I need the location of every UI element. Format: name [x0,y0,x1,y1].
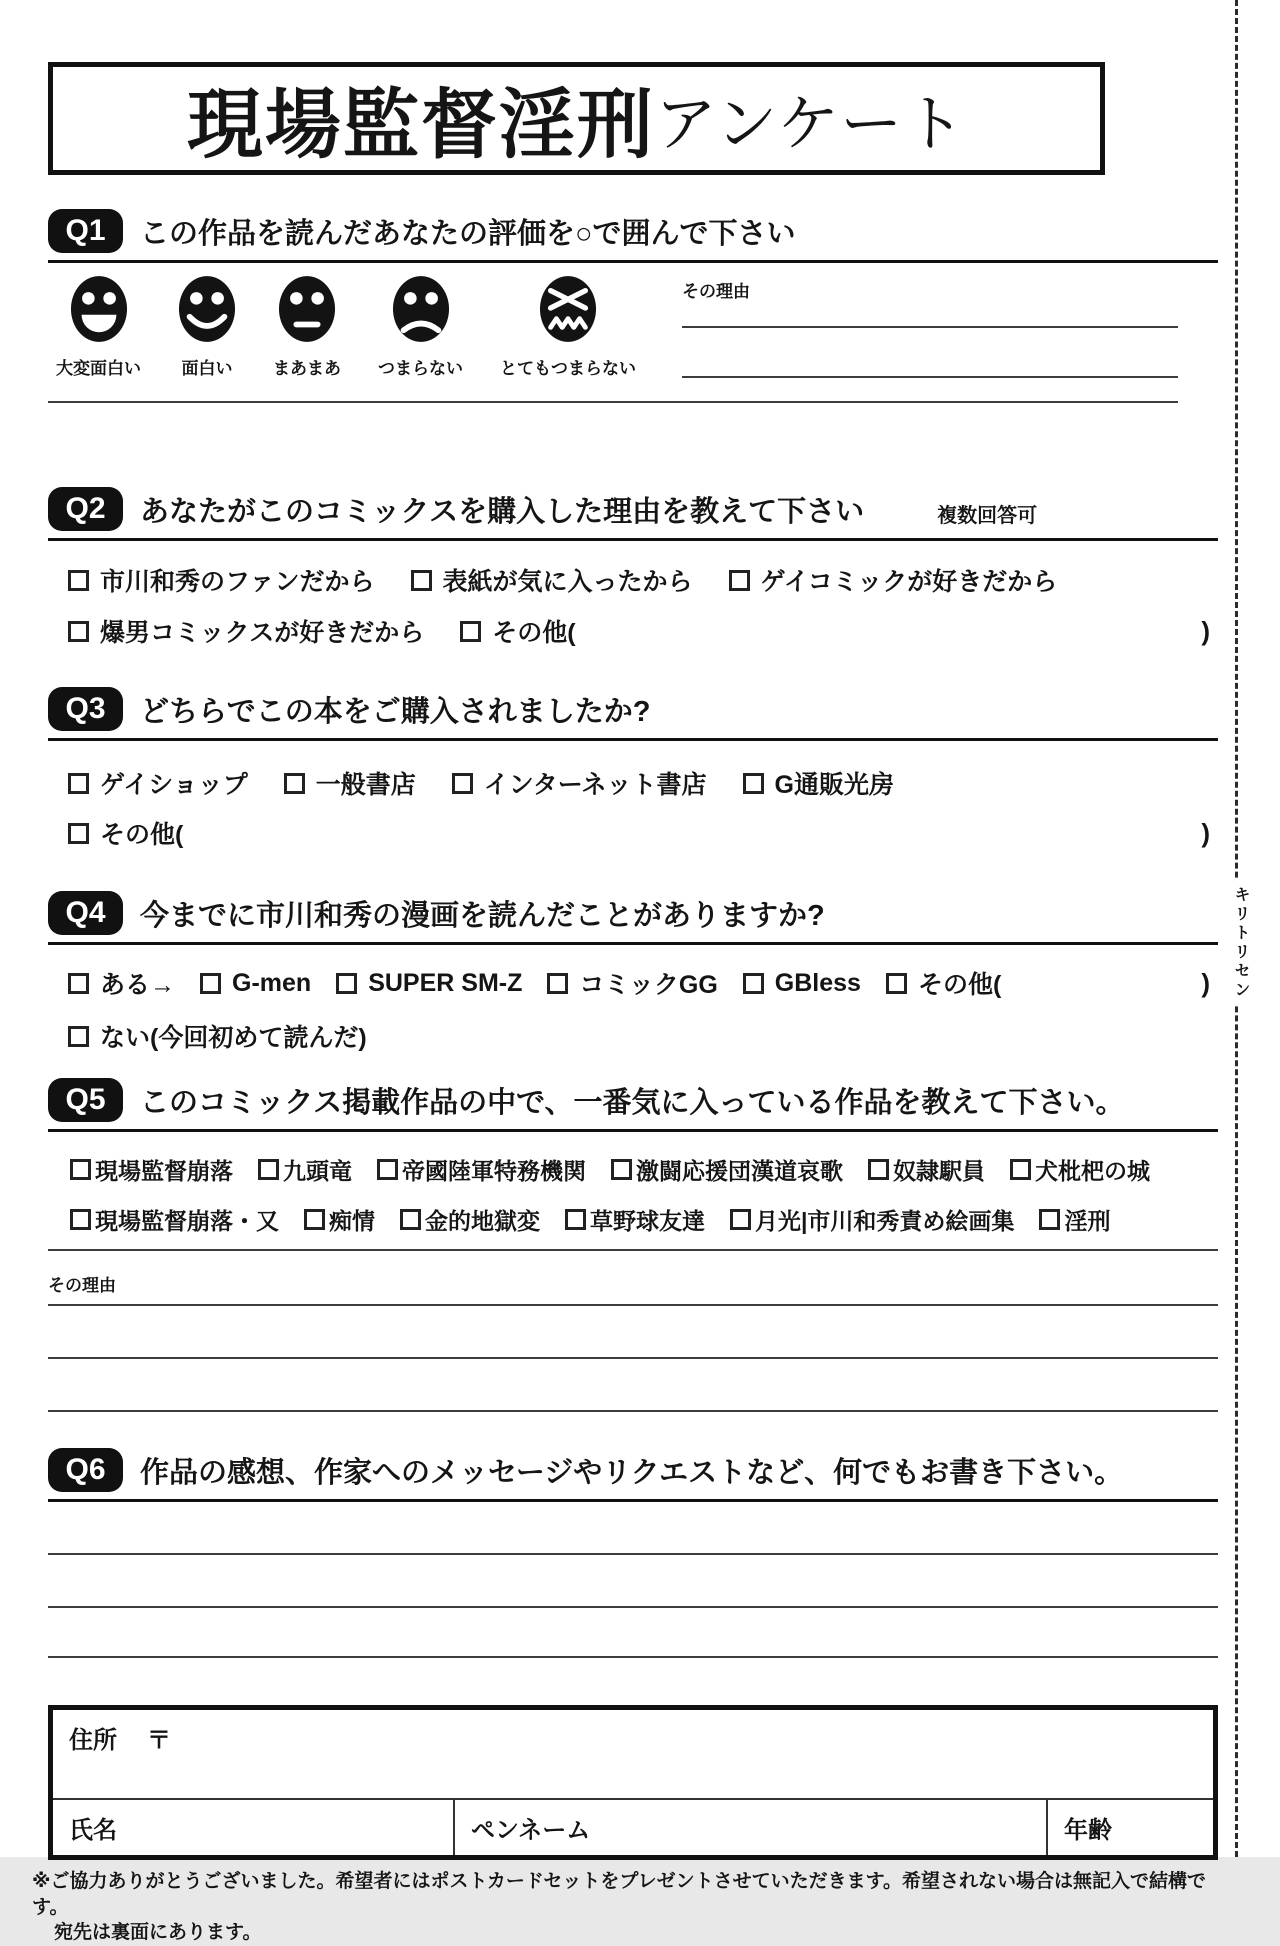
checkbox[interactable] [460,621,481,642]
option-label: 痴情 [329,1208,375,1234]
option-label: 九頭竜 [283,1158,352,1184]
address-label: 住所 [69,1727,117,1754]
option-label: 一般書店 [315,771,416,799]
rating-label: とてもつまらない [500,359,636,378]
checkbox-option[interactable] [70,1153,233,1186]
checkbox-option[interactable] [743,969,861,998]
answer-line[interactable] [48,1608,1218,1658]
answer-line[interactable] [48,1359,1218,1412]
checkbox[interactable] [68,570,89,591]
survey-title-box [48,62,1105,175]
q5-badge: Q5 [48,1078,123,1122]
option-label: 爆男コミックスが好きだから [100,619,425,647]
rating-label: 大変面白い [56,359,141,378]
option-label: インターネット書店 [483,771,707,799]
checkbox[interactable] [452,773,473,794]
q5-reason-label: その理由 [48,1276,116,1295]
q3-options-row2 [48,815,1218,851]
penname-field[interactable] [455,1800,1048,1855]
q1-badge: Q1 [48,209,123,253]
checkbox-option[interactable] [377,1153,586,1186]
option-label: その他( [100,821,184,849]
q6-heading: 作品の感想、作家へのメッセージやリクエストなど、何でもお書き下さい。 [140,1456,1124,1489]
option-label: コミックGG [579,971,718,999]
answer-line[interactable] [48,1296,1218,1306]
checkbox[interactable] [400,1209,421,1230]
option-label: 淫刑 [1064,1208,1111,1234]
q5-options-row2 [48,1203,1218,1236]
q3-heading: どちらでこの本をご購入されましたか? [140,695,651,728]
q1-heading: この作品を読んだあなたの評価を○で囲んで下さい [140,217,796,250]
checkbox-option[interactable] [258,1153,352,1186]
option-label: ある→ [100,971,176,999]
option-label: 帝國陸軍特務機関 [402,1158,586,1184]
footer-line-1: ※ご協力ありがとうございました。希望者にはポストカードセットをプレゼントさせていただきます。希望されない場合は無記入で結構です。 [32,1871,1207,1918]
answer-line[interactable] [682,302,1178,328]
other-close-paren: ) [1201,615,1210,646]
q2-header [48,487,1218,541]
checkbox-option[interactable] [452,765,707,801]
checkbox[interactable] [1010,1159,1031,1180]
q3-options-row1 [48,765,1218,801]
checkbox-option[interactable] [730,1203,1014,1236]
rating-faces [48,275,636,379]
checkbox[interactable] [729,570,750,591]
age-field[interactable] [1048,1800,1213,1855]
checkbox-option-other[interactable] [68,815,183,851]
name-field[interactable] [53,1800,455,1855]
checkbox[interactable] [336,973,357,994]
option-label: GBless [774,968,861,997]
checkbox[interactable] [611,1159,632,1180]
q1-reason-area [682,277,1178,379]
q6-header [48,1448,1218,1502]
checkbox-option[interactable] [868,1153,985,1186]
checkbox[interactable] [730,1209,751,1230]
q2-options-row2 [48,613,1218,649]
rating-label: 面白い [181,359,233,378]
q4-options-row1 [48,965,1218,1001]
checkbox-option[interactable] [565,1203,705,1236]
face-very-sad-icon[interactable] [539,275,597,343]
face-very-happy-icon[interactable] [70,275,128,343]
q1-reason-label: その理由 [682,282,750,301]
survey-title-main: 現場監督淫刑 [186,83,655,168]
checkbox-option-other[interactable] [886,965,1001,1001]
option-label: 現場監督崩落 [95,1158,233,1184]
rating-option-neutral[interactable] [273,275,341,379]
address-field[interactable] [53,1710,1213,1800]
footer-note [32,1869,1218,1946]
rating-option-happy[interactable] [178,275,236,379]
option-label: 犬枇杷の城 [1035,1158,1150,1184]
q2-badge: Q2 [48,487,123,531]
cut-line-label: キリトリセン [1226,880,1252,1006]
option-label: 奴隷駅員 [893,1158,985,1184]
face-neutral-icon[interactable] [278,275,336,343]
rating-option-sad[interactable] [378,275,463,379]
checkbox[interactable] [868,1159,889,1180]
checkbox-option[interactable] [611,1153,843,1186]
q3-badge: Q3 [48,687,123,731]
q3-header [48,687,1218,741]
checkbox-option[interactable] [284,765,416,801]
option-label: SUPER SM-Z [368,968,523,997]
penname-label: ペンネーム [471,1817,591,1844]
checkbox-option[interactable] [68,765,248,801]
face-sad-icon[interactable] [392,275,450,343]
checkbox-option[interactable] [68,965,175,1001]
checkbox-option[interactable] [70,1203,279,1236]
rating-label: まあまあ [273,359,341,378]
q4-badge: Q4 [48,891,123,935]
q2-heading: あなたがこのコミックスを購入した理由を教えて下さい [140,495,865,528]
checkbox[interactable] [68,973,89,994]
rating-option-very-happy[interactable] [56,275,141,379]
checkbox-option[interactable] [304,1203,375,1236]
checkbox[interactable] [743,973,764,994]
q1-header [48,209,1218,263]
footer-line-2: 宛先は裏面にあります。 [54,1922,262,1944]
option-label: 激闘応援団漢道哀歌 [636,1158,843,1184]
other-close-paren: ) [1201,967,1210,998]
rating-option-very-sad[interactable] [500,275,636,379]
option-label: 月光|市川和秀責め絵画集 [755,1208,1015,1234]
q5-heading: このコミックス掲載作品の中で、一番気に入っている作品を教えて下さい。 [140,1086,1125,1119]
q4-options-row2 [48,1018,1218,1054]
q2-note: 複数回答可 [937,504,1038,527]
q4-heading: 今までに市川和秀の漫画を読んだことがありますか? [140,899,825,932]
option-label: 表紙が気に入ったから [442,568,693,596]
survey-title-sub: アンケート [654,90,967,159]
face-happy-icon[interactable] [178,275,236,343]
option-label: ない(今回初めて読んだ) [100,1024,367,1052]
q5-header [48,1078,1218,1132]
section-divider-line [48,1249,1218,1251]
q2-options-row1 [48,562,1218,598]
checkbox-option[interactable] [411,562,693,598]
answer-line[interactable] [48,401,1178,403]
checkbox[interactable] [547,973,568,994]
checkbox-option[interactable] [336,969,522,998]
checkbox[interactable] [200,973,221,994]
checkbox-option[interactable] [1039,1203,1110,1236]
answer-line[interactable] [48,1555,1218,1608]
option-label: G-men [232,968,312,997]
checkbox[interactable] [886,973,907,994]
checkbox[interactable] [743,773,764,794]
checkbox-option[interactable] [400,1203,540,1236]
checkbox-option[interactable] [729,562,1058,598]
checkbox[interactable] [1039,1209,1060,1230]
checkbox-option[interactable] [68,1018,367,1054]
postal-mark: 〒 [147,1727,171,1754]
respondent-info-box [48,1705,1218,1860]
checkbox-option-other[interactable] [460,613,575,649]
checkbox-option[interactable] [200,969,311,998]
answer-line[interactable] [48,1502,1218,1555]
checkbox[interactable] [377,1159,398,1180]
age-label: 年齢 [1064,1817,1112,1844]
option-label: その他( [492,619,576,647]
checkbox[interactable] [284,773,305,794]
option-label: ゲイコミックが好きだから [760,568,1058,596]
checkbox[interactable] [304,1209,325,1230]
checkbox-option[interactable] [68,562,375,598]
checkbox[interactable] [258,1159,279,1180]
option-label: 草野球友達 [590,1208,705,1234]
other-close-paren: ) [1201,817,1210,848]
checkbox[interactable] [565,1209,586,1230]
checkbox[interactable] [68,823,89,844]
option-label: 金的地獄変 [425,1208,540,1234]
q5-reason-area [48,1271,1218,1412]
checkbox[interactable] [68,621,89,642]
checkbox-option[interactable] [68,613,424,649]
checkbox-option[interactable] [1010,1153,1150,1186]
name-label: 氏名 [69,1817,117,1844]
q5-options-row1 [48,1153,1218,1186]
q6-badge: Q6 [48,1448,123,1492]
answer-line[interactable] [682,328,1178,378]
option-label: ゲイショップ [100,771,248,799]
checkbox[interactable] [68,1026,89,1047]
answer-line[interactable] [48,1306,1218,1359]
option-label: 現場監督崩落・又 [95,1208,279,1234]
option-label: G通販光房 [774,771,894,799]
q4-header [48,891,1218,945]
checkbox[interactable] [68,773,89,794]
checkbox[interactable] [70,1209,91,1230]
checkbox-option[interactable] [547,965,717,1001]
checkbox-option[interactable] [743,765,894,801]
q1-rating-area [48,275,1218,379]
checkbox[interactable] [411,570,432,591]
option-label: その他( [917,971,1002,999]
option-label: 市川和秀のファンだから [100,568,375,596]
checkbox[interactable] [70,1159,91,1180]
rating-label: つまらない [378,359,463,378]
